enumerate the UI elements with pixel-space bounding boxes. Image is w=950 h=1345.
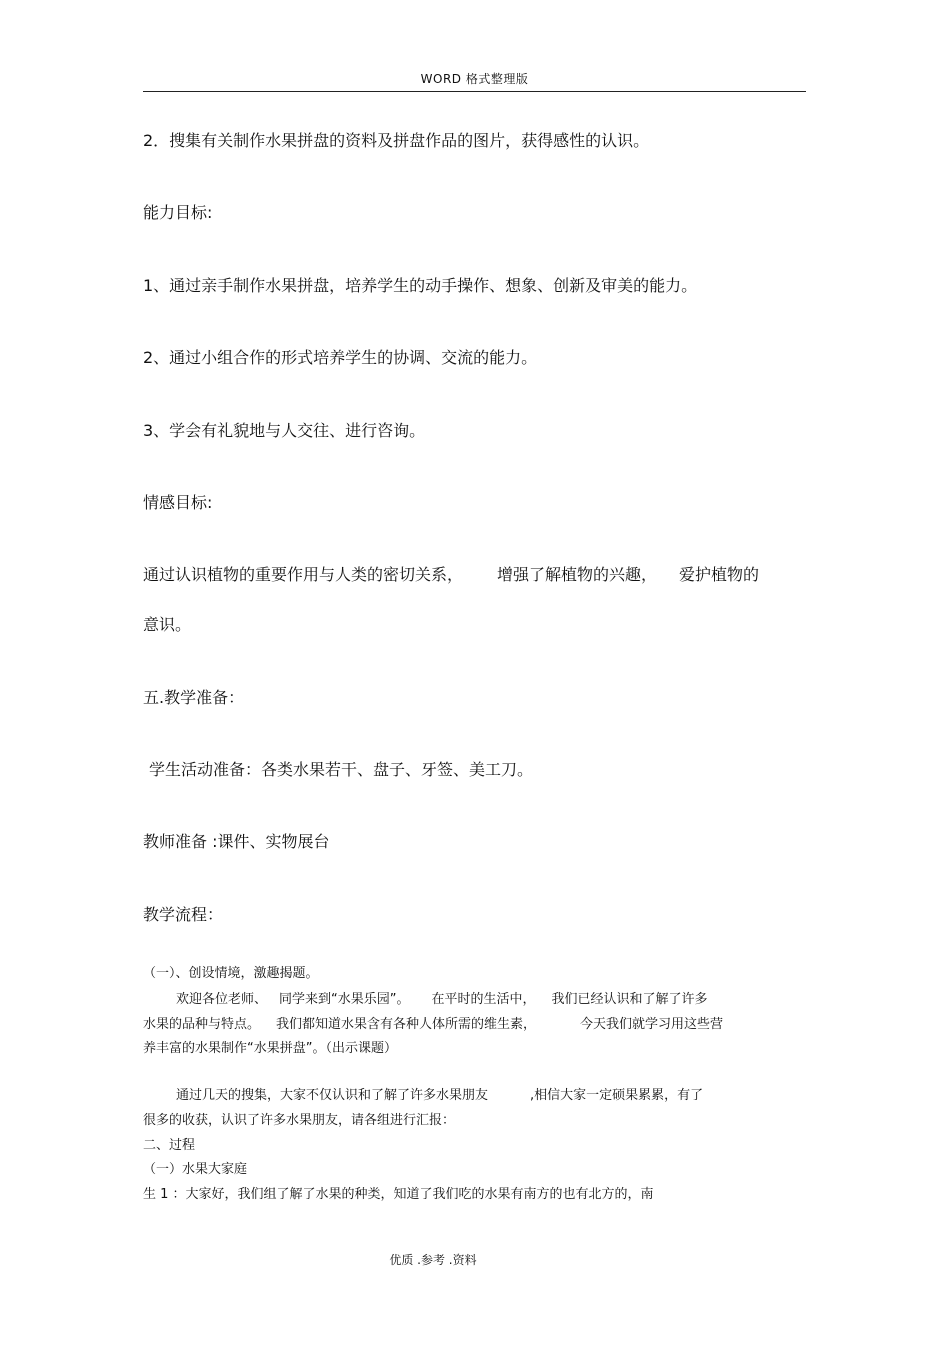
page-footer: 优质 .参考 .资料 [389,1253,477,1267]
intro-part-2: 同学来到“水果乐园”。 [279,992,410,1007]
intro-part-3: 在平时的生活中， [431,992,536,1007]
report-line-1 [176,1087,703,1105]
ability-goal-1: 1、通过亲手制作水果拼盘，培养学生的动手操作、想象、创新及审美的能力。 [143,276,698,295]
intro-line-3: 养丰富的水果制作“水果拼盘”。（出示课题） [143,1041,397,1056]
report-part-1: 通过几天的搜集，大家不仅认识和了解了许多水果朋友 [176,1088,489,1103]
intro-line-1 [176,991,708,1009]
ability-goal-2: 2、通过小组合作的形式培养学生的协调、交流的能力。 [143,348,538,367]
intro-part-6: 我们都知道水果含有各种人体所需的维生素， [276,1017,537,1032]
intro-part-5: 水果的品种与特点。 [143,1017,261,1032]
emotion-goal-part-2: 增强了解植物的兴趣， [497,565,658,584]
emotion-goal-line-1 [143,564,759,586]
emotion-goal-part-1: 通过认识植物的重要作用与人类的密切关系， [143,565,464,584]
intro-part-1: 欢迎各位老师、 [176,992,268,1007]
emotion-goal-line-2: 意识。 [143,615,192,634]
heading-emotion-goals: 情感目标: [143,493,213,512]
section-process: 二、过程 [143,1138,196,1153]
emotion-goal-part-3: 爱护植物的 [679,565,760,584]
subsection-fruit-family: （一）水果大家庭 [143,1162,248,1177]
heading-teaching-flow: 教学流程： [143,905,224,924]
ability-goal-3: 3、学会有礼貌地与人交往、进行咨询。 [143,421,426,440]
paragraph-collect-materials: 2．搜集有关制作水果拼盘的资料及拼盘作品的图片，获得感性的认识。 [143,131,650,150]
section-create-situation: （一）、创设情境，激趣揭题。 [143,966,319,981]
student-1-speech: 生 1 ：大家好，我们组了解了水果的种类，知道了我们吃的水果有南方的也有北方的，南 [143,1187,654,1202]
report-part-2: ,相信大家一定硕果累累，有了 [530,1088,704,1103]
intro-part-7: 今天我们就学习用这些营 [580,1017,724,1032]
intro-line-2 [143,1016,723,1034]
teacher-prep: 教师准备 :课件、实物展台 [143,832,330,851]
intro-part-4: 我们已经认识和了解了许多 [551,992,708,1007]
heading-ability-goals: 能力目标: [143,203,213,222]
page-header: WORD 格式整理版 [420,72,529,86]
student-prep: 学生活动准备：各类水果若干、盘子、牙签、美工刀。 [149,760,534,779]
report-line-2: 很多的收获，认识了许多水果朋友，请各组进行汇报： [143,1113,456,1128]
heading-teaching-prep: 五.教学准备： [143,688,245,707]
header-rule [143,91,806,92]
